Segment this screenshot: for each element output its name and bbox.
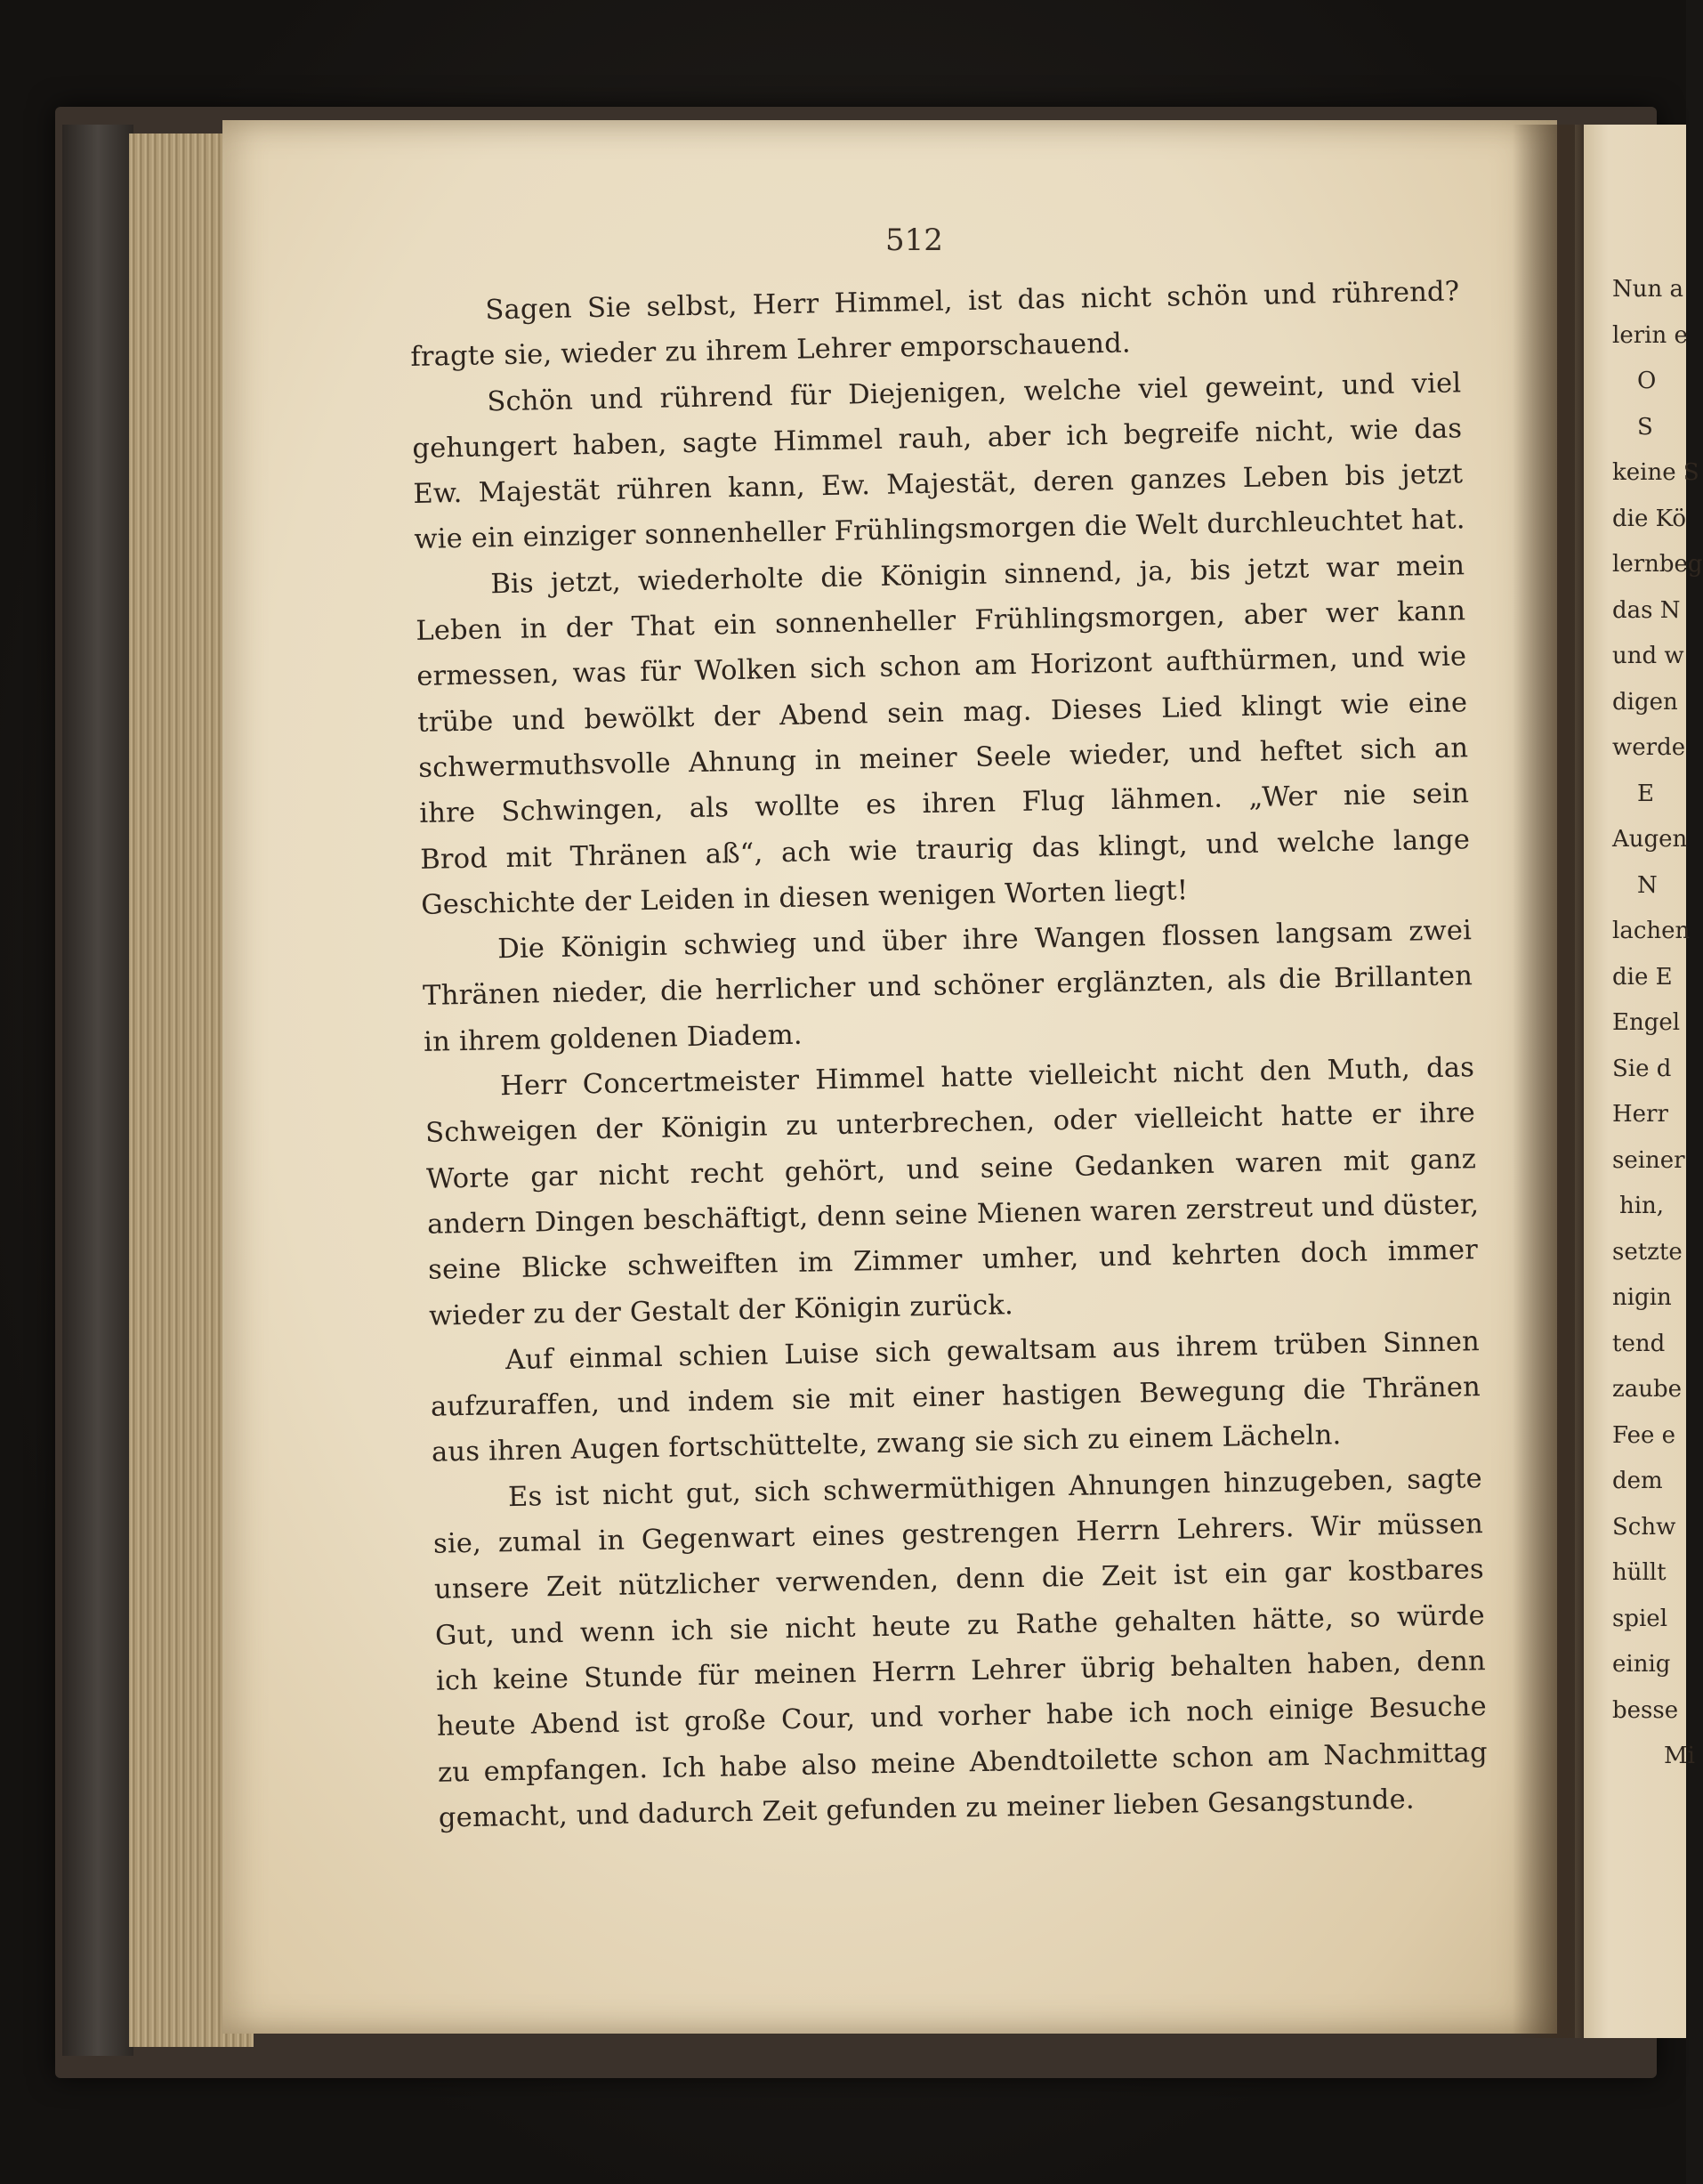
text-line: seine Blicke schweiften im Zimmer umher, und kehrten doch immer <box>427 1234 1479 1287</box>
facing-page-fragment: nigin <box>1612 1284 1672 1311</box>
facing-page-fragment: die Kö <box>1612 505 1686 532</box>
text-line: Thränen nieder, die herrlicher und schöner erglänzten, als die Brillanten <box>422 960 1473 1013</box>
facing-page-fragment: S <box>1637 413 1653 441</box>
facing-page-fragment: digen <box>1612 688 1678 716</box>
text-line: Schweigen der Königin zu unterbrechen, oder vielleicht hatte er ihre <box>424 1097 1476 1150</box>
facing-page-fragment: setzte <box>1612 1238 1683 1266</box>
text-line: Gut, und wenn ich sie nicht heute zu Rathe gehalten hätte, so würde <box>434 1599 1486 1652</box>
text-line: ihre Schwingen, als wollte es ihren Flug lähmen. „Wer nie sein <box>418 778 1470 830</box>
text-line: wie ein einziger sonnenheller Frühlingsmorgen die Welt durchleuchtet hat. <box>414 504 1465 556</box>
text-line: unsere Zeit nützlicher verwenden, denn die Zeit ist ein gar kostbares <box>433 1554 1485 1606</box>
facing-page-fragment: Sie d <box>1612 1055 1672 1082</box>
text-line: Geschichte der Leiden in diesen wenigen Worten liegt! <box>420 875 1189 921</box>
text-line: in ihrem goldenen Diadem. <box>423 1019 803 1058</box>
facing-page-fragment: lachen <box>1612 918 1691 944</box>
text-line: Schön und rührend für Diejenigen, welche viel geweint, und viel <box>487 367 1462 417</box>
facing-page-fragment: Nun a <box>1612 276 1684 303</box>
text-line: aufzuraffen, und indem sie mit einer hastigen Bewegung die Thränen <box>430 1371 1481 1423</box>
facing-page-fragment: lerin e <box>1612 321 1688 349</box>
text-line: Bis jetzt, wiederholte die Königin sinnend, ja, bis jetzt war mein <box>490 550 1465 601</box>
text-line: ermessen, was für Wolken sich schon am Horizont aufthürmen, und wie <box>416 641 1467 693</box>
facing-page-fragment: N <box>1637 871 1658 899</box>
facing-page-fragment: tend <box>1612 1330 1666 1357</box>
book-spine-edge <box>62 125 133 2056</box>
facing-page-fragment: werde <box>1612 734 1686 761</box>
facing-page-fragment: E <box>1637 780 1654 807</box>
page-number: 512 <box>885 222 943 258</box>
facing-page-fragment: lernbeg <box>1612 551 1703 578</box>
facing-page-fragment: besse <box>1612 1696 1679 1724</box>
facing-page-fragment: hin, <box>1619 1193 1665 1219</box>
text-line: aus ihren Augen fortschüttelte, zwang sie sich zu einem Lächeln. <box>431 1420 1342 1469</box>
facing-page-fragment: zaube <box>1612 1376 1682 1403</box>
text-line: Brod mit Thränen aß“, ach wie traurig das klingt, und welche lange <box>419 823 1471 876</box>
text-line: Es ist nicht gut, sich schwermüthigen Ahnungen hinzugeben, sagte <box>507 1462 1483 1513</box>
text-line: zu empfangen. Ich habe also meine Abendtoilette schon am Nachmittag <box>437 1736 1489 1789</box>
text-line: heute Abend ist große Cour, und vorher habe ich noch einige Besuche <box>436 1691 1488 1743</box>
facing-page-fragment: spiel <box>1612 1605 1668 1632</box>
facing-page-fragment: O <box>1637 368 1657 394</box>
facing-page-fragments <box>1612 267 1703 1780</box>
text-line: trübe und bewölkt der Abend sein mag. Dieses Lied klingt wie eine <box>417 686 1468 739</box>
text-line: Herr Concertmeister Himmel hatte vielleicht nicht den Muth, das <box>499 1052 1475 1103</box>
facing-page-fragment: Engel <box>1612 1009 1681 1036</box>
text-line: gehungert haben, sagte Himmel rauh, aber ich begreife nicht, wie das <box>412 413 1463 465</box>
facing-page-fragment: Mi <box>1664 1743 1695 1769</box>
text-line: wieder zu der Gestalt der Königin zurück. <box>428 1289 1014 1332</box>
page-text <box>409 269 1489 1840</box>
facing-page-fragment: die E <box>1612 963 1673 991</box>
text-line: sie, zumal in Gegenwart eines gestrengen Herrn Lehrers. Wir müssen <box>432 1509 1484 1560</box>
facing-page-fragment: Schw <box>1612 1513 1676 1541</box>
text-line: Die Königin schwieg und über ihre Wangen flossen langsam zwei <box>496 915 1473 966</box>
facing-page-fragment: hüllt <box>1612 1559 1667 1586</box>
text-line: Sagen Sie selbst, Herr Himmel, ist das nicht schön und rührend? <box>485 276 1460 327</box>
text-line: fragte sie, wieder zu ihrem Lehrer emporschauend. <box>410 328 1132 374</box>
text-line: Worte gar nicht recht gehört, und seine Gedanken waren mit ganz <box>425 1143 1477 1195</box>
facing-page-fragment: keine S <box>1612 459 1699 486</box>
text-line: gemacht, und dadurch Zeit gefunden zu meiner lieben Gesangstunde. <box>438 1784 1416 1834</box>
facing-page-fragment: das N <box>1612 596 1681 624</box>
facing-page-fragment: Augen <box>1612 826 1688 853</box>
facing-page-fragment: einig <box>1612 1651 1671 1678</box>
text-line: Ew. Majestät rühren kann, Ew. Majestät, deren ganzes Leben bis jetzt <box>413 458 1464 511</box>
text-line: schwermuthsvolle Ahnung in meiner Seele wieder, und heftet sich an <box>418 732 1469 784</box>
facing-page-fragment: Fee e <box>1612 1421 1676 1449</box>
book-gutter <box>1513 125 1584 2038</box>
text-line: Auf einmal schien Luise sich gewaltsam aus ihrem trüben Sinnen <box>504 1325 1481 1376</box>
text-line: ich keine Stunde für meinen Herrn Lehrer übrig behalten haben, denn <box>435 1645 1487 1697</box>
facing-page-fragment: seiner <box>1612 1146 1685 1174</box>
text-line: Leben in der That ein sonnenheller Frühlingsmorgen, aber wer kann <box>416 595 1466 648</box>
facing-page-fragment: dem <box>1612 1468 1663 1494</box>
text-line: andern Dingen beschäftigt, denn seine Mienen waren zerstreut und düster, <box>426 1189 1480 1241</box>
facing-page-fragment: und w <box>1612 643 1684 669</box>
facing-page-fragment: Herr <box>1612 1101 1668 1128</box>
